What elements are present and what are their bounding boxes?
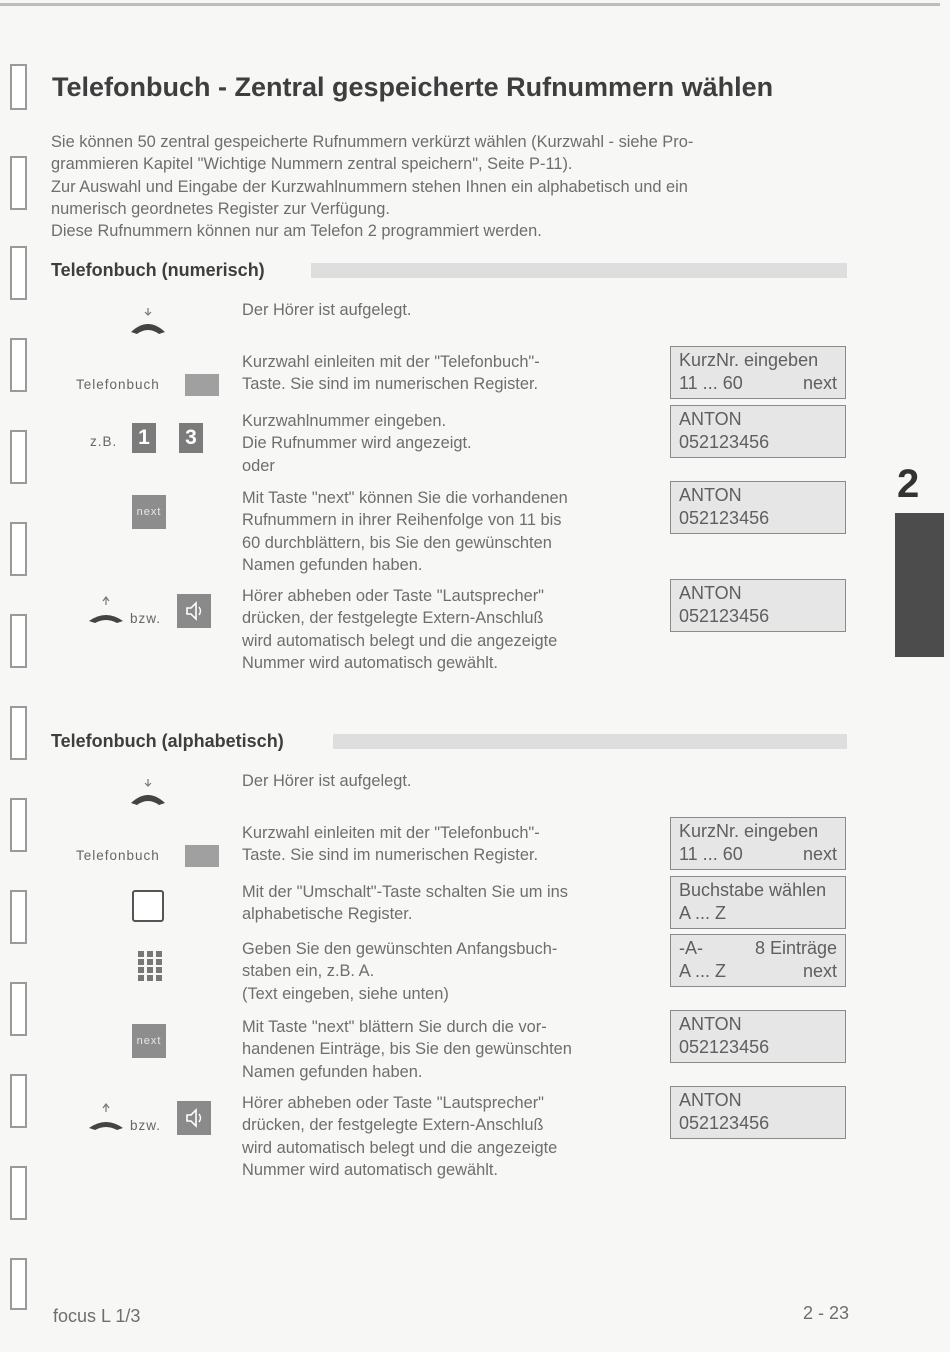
display-text: 052123456 (679, 606, 770, 626)
display-line2 (679, 507, 837, 530)
handset-onhook-icon (128, 777, 168, 807)
display-line1: Buchstabe wählen (679, 880, 827, 900)
step-line: wird automatisch belegt und die angezeigte (242, 1138, 558, 1157)
step-buchstabe (242, 938, 557, 1005)
page-title: Telefonbuch - Zentral gespeicherte Rufnummern wählen (52, 72, 774, 102)
binding-mark (10, 1258, 27, 1310)
step-line: oder (242, 456, 275, 475)
section-bar (333, 734, 847, 749)
binding-mark (10, 890, 27, 944)
step-line: Taste. Sie sind im numerischen Register. (242, 846, 539, 865)
telefonbuch-key-label: Telefonbuch (76, 377, 160, 392)
handset-offhook-icon (86, 1102, 126, 1132)
next-key[interactable]: next (132, 1024, 166, 1058)
telefonbuch-key[interactable] (185, 845, 219, 867)
step-line: wird automatisch belegt und die angezeigte (242, 631, 558, 650)
step-line: Namen gefunden haben. (242, 1062, 423, 1081)
step-line: Der Hörer ist aufgelegt. (242, 301, 412, 319)
display-line2 (679, 605, 837, 628)
keypad-icon[interactable] (137, 950, 163, 982)
digit-key-1[interactable]: 1 (132, 423, 156, 453)
step-line: Rufnummern in ihrer Reihenfolge von 11 bis (242, 511, 562, 530)
binding-mark (10, 338, 27, 392)
telefonbuch-key[interactable] (185, 374, 219, 396)
binding-mark (10, 1074, 27, 1128)
section-heading-alphabetisch: Telefonbuch (alphabetisch) (51, 731, 284, 751)
lcd-display (670, 405, 846, 458)
intro-line: numerisch geordnetes Register zur Verfügung. (51, 199, 390, 218)
display-text: 052123456 (679, 1113, 770, 1133)
display-text: 052123456 (679, 508, 770, 528)
bzw-label: bzw. (130, 1118, 162, 1133)
display-line1: ANTON (679, 1090, 742, 1110)
step-next (242, 1016, 572, 1083)
binding-mark (10, 64, 27, 110)
step-line: Nummer wird automatisch gewählt. (242, 1161, 498, 1180)
step-telefonbuch (242, 822, 540, 867)
display-text: 11 ... 60 (679, 373, 743, 393)
top-rule (0, 3, 940, 6)
step-abheben (242, 585, 557, 675)
lcd-display (670, 579, 846, 632)
handset-onhook-icon (128, 306, 168, 336)
step-line: drücken, der festgelegte Extern-Anschluß (242, 609, 544, 628)
step-line: Mit Taste "next" können Sie die vorhandenen (242, 489, 568, 507)
display-line2 (679, 1036, 837, 1059)
step-line: (Text eingeben, siehe unten) (242, 984, 449, 1003)
step-line: Hörer abheben oder Taste "Lautsprecher" (242, 1094, 545, 1112)
step-line: Der Hörer ist aufgelegt. (242, 772, 412, 790)
step-line: Mit Taste "next" blättern Sie durch die vor- (242, 1018, 547, 1036)
section-bar (311, 263, 847, 278)
speaker-key[interactable] (177, 1101, 211, 1135)
binding-mark (10, 522, 27, 576)
step-line: alphabetische Register. (242, 905, 413, 924)
section-heading-numerisch: Telefonbuch (numerisch) (51, 260, 265, 280)
display-line1: ANTON (679, 1014, 742, 1034)
binding-mark (10, 430, 27, 484)
bzw-label: bzw. (130, 611, 162, 626)
lcd-display (670, 1086, 846, 1139)
step-line: Namen gefunden haben. (242, 556, 423, 575)
lcd-display (670, 934, 846, 987)
step-next (242, 487, 568, 577)
display-line2 (679, 902, 837, 925)
display-line2 (679, 372, 837, 395)
footer-model: focus L 1/3 (53, 1306, 141, 1326)
speaker-key[interactable] (177, 594, 211, 628)
display-line1: ANTON (679, 485, 742, 505)
display-line2 (679, 431, 837, 454)
intro-line: Zur Auswahl und Eingabe der Kurzwahlnummern stehen Ihnen ein alphabetisch und ein (51, 177, 688, 196)
display-line2 (679, 1112, 837, 1135)
zb-label: z.B. (90, 434, 118, 449)
binding-mark (10, 1166, 27, 1220)
telefonbuch-key-label: Telefonbuch (76, 848, 160, 863)
step-line: Hörer abheben oder Taste "Lautsprecher" (242, 587, 545, 605)
display-line1: ANTON (679, 409, 742, 429)
step-line: Kurzwahl einleiten mit der "Telefonbuch"- (242, 824, 540, 842)
intro-text (51, 131, 851, 242)
intro-line: Diese Rufnummern können nur am Telefon 2 programmiert werden. (51, 222, 542, 241)
binding-mark (10, 246, 27, 300)
binding-mark (10, 982, 27, 1036)
binding-mark (10, 156, 27, 210)
step-line: Geben Sie den gewünschten Anfangsbuch- (242, 940, 558, 958)
intro-line: grammieren Kapitel "Wichtige Nummern zentral speichern", Seite P-11). (51, 155, 573, 174)
display-line1: KurzNr. eingeben (679, 821, 819, 841)
umschalt-key[interactable] (132, 890, 164, 922)
page-number: 2 - 23 (803, 1303, 850, 1323)
display-text: 11 ... 60 (679, 844, 743, 864)
step-aufgelegt (242, 299, 411, 321)
step-line: Taste. Sie sind im numerischen Register. (242, 375, 539, 394)
step-line: drücken, der festgelegte Extern-Anschluß (242, 1116, 544, 1135)
display-line1: KurzNr. eingeben (679, 350, 819, 370)
display-text: -A- (679, 938, 703, 958)
display-line1 (679, 937, 837, 960)
display-text: A ... Z (679, 903, 727, 923)
digit-key-3[interactable]: 3 (179, 423, 203, 453)
step-umschalt (242, 881, 568, 926)
display-text: 052123456 (679, 432, 770, 452)
lcd-display (670, 817, 846, 870)
step-line: 60 durchblättern, bis Sie den gewünschten (242, 533, 552, 552)
step-aufgelegt (242, 770, 411, 792)
step-line: staben ein, z.B. A. (242, 962, 375, 981)
lcd-display (670, 1010, 846, 1063)
display-text: 052123456 (679, 1037, 770, 1057)
display-text: 8 Einträge (754, 938, 837, 958)
step-line: Nummer wird automatisch gewählt. (242, 654, 498, 673)
display-text: next (802, 373, 837, 393)
chapter-number: 2 (897, 462, 920, 506)
next-key[interactable]: next (132, 495, 166, 529)
step-line: Die Rufnummer wird angezeigt. (242, 434, 472, 453)
binding-mark (10, 614, 27, 668)
step-line: Kurzwahlnummer eingeben. (242, 412, 447, 430)
display-text: A ... Z (679, 961, 727, 981)
step-abheben (242, 1092, 557, 1182)
step-telefonbuch (242, 351, 540, 396)
chapter-tab (895, 513, 944, 657)
lcd-display (670, 876, 846, 929)
intro-line: Sie können 50 zentral gespeicherte Rufnummern verkürzt wählen (Kurzwahl - siehe Pro- (51, 133, 694, 151)
step-line: Kurzwahl einleiten mit der "Telefonbuch"- (242, 353, 540, 371)
lcd-display (670, 481, 846, 534)
display-line1: ANTON (679, 583, 742, 603)
handset-offhook-icon (86, 595, 126, 625)
step-eingeben (242, 410, 472, 477)
display-line2 (679, 960, 837, 983)
display-line2 (679, 843, 837, 866)
display-text: next (802, 961, 837, 981)
display-text: next (802, 844, 837, 864)
step-line: Mit der "Umschalt"-Taste schalten Sie um ins (242, 883, 568, 901)
binding-mark (10, 798, 27, 852)
lcd-display (670, 346, 846, 399)
step-line: handenen Einträge, bis Sie den gewünschten (242, 1040, 572, 1059)
binding-mark (10, 706, 27, 760)
